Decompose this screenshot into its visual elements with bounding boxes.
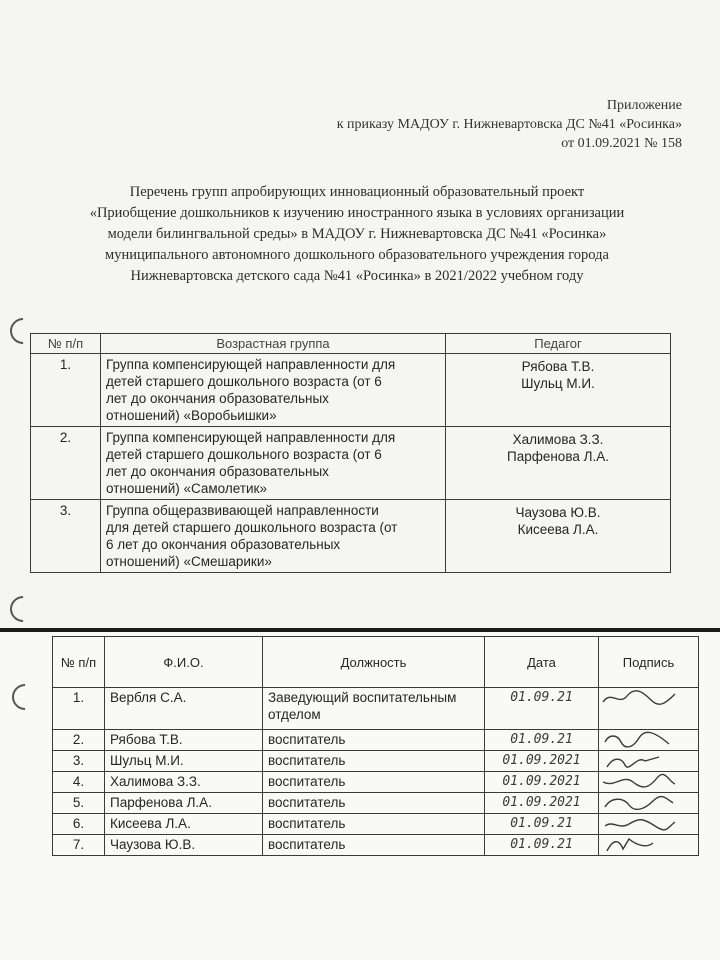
staff-name: Кисеева Л.А. bbox=[105, 814, 263, 835]
group-description bbox=[101, 427, 446, 500]
table-row bbox=[53, 751, 699, 772]
heading-line: муниципального автономного дошкольного образовательного учреждения города bbox=[105, 247, 609, 263]
handwritten-signature bbox=[599, 688, 699, 730]
group-line: для детей старшего дошкольного возраста (от bbox=[106, 520, 398, 535]
signature-scribble bbox=[599, 793, 679, 813]
group-line: лет до окончания образовательных bbox=[106, 464, 329, 479]
handwritten-signature bbox=[599, 772, 699, 793]
teacher-name: Халимова З.З. bbox=[512, 432, 604, 447]
group-line: отношений) «Самолетик» bbox=[106, 481, 267, 496]
group-line: отношений) «Воробьишки» bbox=[106, 408, 277, 423]
teacher-names bbox=[446, 354, 671, 427]
document-heading bbox=[52, 182, 662, 287]
row-number: 5. bbox=[53, 793, 105, 814]
row-number: 1. bbox=[53, 688, 105, 730]
appendix-order-ref: к приказу МАДОУ г. Нижневартовска ДС №41 «Росинка» bbox=[336, 117, 682, 132]
appendix-order-date: от 01.09.2021 № 158 bbox=[561, 136, 682, 151]
row-number: 6. bbox=[53, 814, 105, 835]
handwritten-signature bbox=[599, 835, 699, 856]
staff-position: воспитатель bbox=[263, 793, 485, 814]
group-line: Группа общеразвивающей направленности bbox=[106, 503, 379, 518]
staff-name: Халимова З.З. bbox=[105, 772, 263, 793]
signature-date: 01.09.2021 bbox=[485, 772, 599, 793]
col-name-header: Ф.И.О. bbox=[105, 637, 263, 688]
teacher-names bbox=[446, 500, 671, 573]
signature-date: 01.09.21 bbox=[485, 688, 599, 730]
table-row bbox=[31, 427, 671, 500]
handwritten-signature bbox=[599, 751, 699, 772]
teacher-name: Кисеева Л.А. bbox=[517, 522, 599, 537]
col-age-group-header: Возрастная группа bbox=[101, 334, 446, 354]
signature-scribble bbox=[599, 751, 679, 771]
col-teacher-header: Педагог bbox=[446, 334, 671, 354]
staff-name: Шульц М.И. bbox=[105, 751, 263, 772]
heading-line: модели билингвальной среды» в МАДОУ г. Нижневартовска ДС №41 «Росинка» bbox=[107, 226, 607, 242]
staff-position: воспитатель bbox=[263, 814, 485, 835]
group-line: детей старшего дошкольного возраста (от 6 bbox=[106, 374, 382, 389]
row-number: 7. bbox=[53, 835, 105, 856]
handwritten-signature bbox=[599, 814, 699, 835]
group-line: Группа компенсирующей направленности для bbox=[106, 357, 396, 372]
signature-scribble bbox=[599, 688, 679, 708]
group-line: лет до окончания образовательных bbox=[106, 391, 329, 406]
table-row bbox=[53, 835, 699, 856]
col-signature-header: Подпись bbox=[599, 637, 699, 688]
teacher-name: Чаузова Ю.В. bbox=[515, 505, 601, 520]
table-row bbox=[53, 793, 699, 814]
signature-scribble bbox=[599, 772, 679, 792]
group-line: Группа компенсирующей направленности для bbox=[106, 430, 396, 445]
staff-name: Парфенова Л.А. bbox=[105, 793, 263, 814]
teacher-name: Рябова Т.В. bbox=[521, 359, 595, 374]
sheet-divider bbox=[0, 628, 720, 632]
col-date-header: Дата bbox=[485, 637, 599, 688]
group-line: 6 лет до окончания образовательных bbox=[106, 537, 341, 552]
group-line: детей старшего дошкольного возраста (от 6 bbox=[106, 447, 382, 462]
table-row bbox=[53, 730, 699, 751]
signature-scribble bbox=[599, 835, 679, 855]
table-row bbox=[53, 814, 699, 835]
handwritten-signature bbox=[599, 793, 699, 814]
row-number: 2. bbox=[31, 427, 101, 500]
signature-scribble bbox=[599, 814, 679, 834]
col-position-header: Должность bbox=[263, 637, 485, 688]
signature-date: 01.09.21 bbox=[485, 814, 599, 835]
staff-name: Чаузова Ю.В. bbox=[105, 835, 263, 856]
staff-position: Заведующий воспитательным отделом bbox=[263, 688, 485, 730]
staff-name: Вербля С.А. bbox=[105, 688, 263, 730]
group-description bbox=[101, 500, 446, 573]
row-number: 1. bbox=[31, 354, 101, 427]
appendix-header bbox=[337, 96, 682, 153]
row-number: 3. bbox=[53, 751, 105, 772]
group-line: отношений) «Смешарики» bbox=[106, 554, 272, 569]
teacher-name: Парфенова Л.А. bbox=[507, 449, 609, 464]
row-number: 4. bbox=[53, 772, 105, 793]
appendix-title: Приложение bbox=[606, 98, 682, 113]
staff-position: воспитатель bbox=[263, 751, 485, 772]
table-row bbox=[53, 688, 699, 730]
heading-line: Перечень групп апробирующих инновационный образовательный проект bbox=[129, 184, 585, 200]
group-description bbox=[101, 354, 446, 427]
heading-line: Нижневартовска детского сада №41 «Росинка» в 2021/2022 учебном году bbox=[130, 268, 584, 284]
acknowledgement-table bbox=[52, 636, 699, 856]
staff-position: воспитатель bbox=[263, 772, 485, 793]
teacher-names bbox=[446, 427, 671, 500]
table-row bbox=[53, 772, 699, 793]
groups-header-row bbox=[31, 334, 671, 354]
table-row bbox=[31, 354, 671, 427]
col-number-header: № п/п bbox=[53, 637, 105, 688]
row-number: 3. bbox=[31, 500, 101, 573]
groups-table bbox=[30, 333, 671, 573]
signature-date: 01.09.21 bbox=[485, 835, 599, 856]
row-number: 2. bbox=[53, 730, 105, 751]
teacher-name: Шульц М.И. bbox=[521, 376, 595, 391]
signature-date: 01.09.2021 bbox=[485, 751, 599, 772]
handwritten-signature bbox=[599, 730, 699, 751]
staff-header-row bbox=[53, 637, 699, 688]
signature-date: 01.09.2021 bbox=[485, 793, 599, 814]
staff-name: Рябова Т.В. bbox=[105, 730, 263, 751]
signature-date: 01.09.21 bbox=[485, 730, 599, 751]
table-row bbox=[31, 500, 671, 573]
signature-scribble bbox=[599, 730, 679, 750]
staff-position: воспитатель bbox=[263, 835, 485, 856]
col-number-header: № п/п bbox=[31, 334, 101, 354]
staff-position: воспитатель bbox=[263, 730, 485, 751]
heading-line: «Приобщение дошкольников к изучению иностранного языка в условиях организации bbox=[89, 205, 625, 221]
